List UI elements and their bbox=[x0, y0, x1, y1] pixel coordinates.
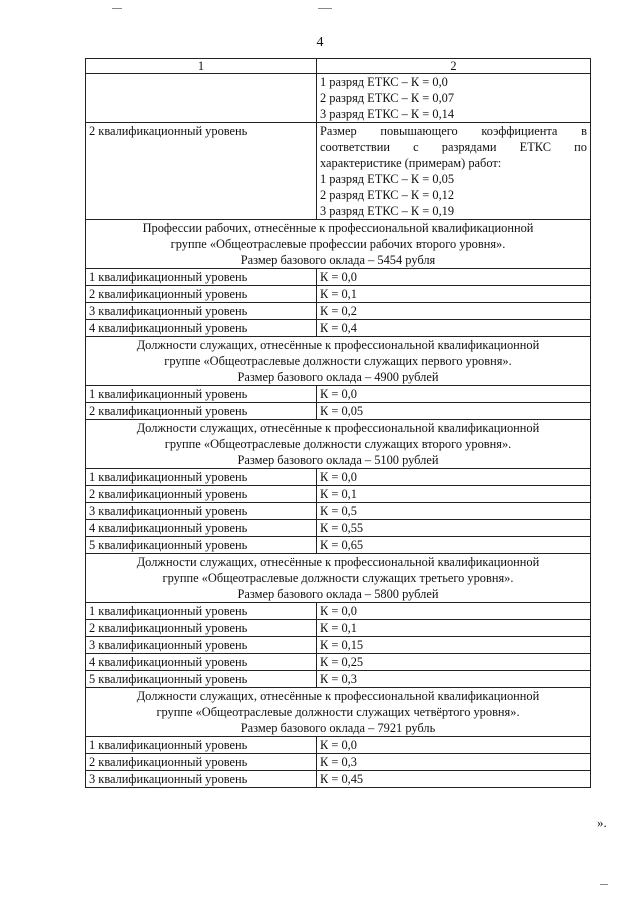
coefficient-cell: К = 0,3 bbox=[317, 671, 591, 688]
group-heading-line1: Профессии рабочих, отнесённые к профессиональной квалификационной bbox=[142, 221, 534, 235]
group-heading-row bbox=[86, 420, 591, 469]
group-heading-cell bbox=[86, 337, 591, 386]
level-cell: 2 квалификационный уровень bbox=[86, 620, 317, 637]
coefficient-cell: К = 0,0 bbox=[317, 469, 591, 486]
coefficient-cell: К = 0,45 bbox=[317, 771, 591, 788]
level-cell: 4 квалификационный уровень bbox=[86, 520, 317, 537]
level-cell bbox=[86, 74, 317, 123]
header-col1: 1 bbox=[86, 59, 317, 74]
grade-line: 3 разряд ЕТКС – К = 0,19 bbox=[320, 204, 455, 218]
coefficient-cell: К = 0,65 bbox=[317, 537, 591, 554]
coefficient-cell: К = 0,5 bbox=[317, 503, 591, 520]
table-row bbox=[86, 286, 591, 303]
group-heading-line3: Размер базового оклада – 4900 рублей bbox=[237, 370, 439, 384]
description-line: Размер повышающего коэффициента в bbox=[320, 124, 587, 138]
description-line: характеристике (примерам) работ: bbox=[320, 156, 502, 170]
coefficient-cell: К = 0,4 bbox=[317, 320, 591, 337]
coefficient-cell: К = 0,2 bbox=[317, 303, 591, 320]
level-cell: 3 квалификационный уровень bbox=[86, 303, 317, 320]
closing-quote: ». bbox=[597, 815, 607, 830]
level-cell: 2 квалификационный уровень bbox=[86, 486, 317, 503]
level-cell: 1 квалификационный уровень bbox=[86, 603, 317, 620]
level-cell: 3 квалификационный уровень bbox=[86, 503, 317, 520]
group-heading-row bbox=[86, 554, 591, 603]
group-heading-cell bbox=[86, 420, 591, 469]
group-heading-line3: Размер базового оклада – 5454 рубля bbox=[240, 253, 436, 267]
grade-line: 2 разряд ЕТКС – К = 0,07 bbox=[320, 91, 455, 105]
coefficient-cell: К = 0,15 bbox=[317, 637, 591, 654]
table-row bbox=[86, 520, 591, 537]
coefficient-cell: К = 0,0 bbox=[317, 269, 591, 286]
coefficient-cell: К = 0,1 bbox=[317, 620, 591, 637]
grade-line: 1 разряд ЕТКС – К = 0,0 bbox=[320, 75, 448, 89]
group-heading-line2: группе «Общеотраслевые должности служащих четвёртого уровня». bbox=[156, 705, 520, 719]
coefficient-cell: К = 0,0 bbox=[317, 386, 591, 403]
coefficients-table bbox=[85, 58, 591, 788]
coefficient-cell: К = 0,3 bbox=[317, 754, 591, 771]
page-number: 4 bbox=[316, 35, 324, 50]
table-row bbox=[86, 503, 591, 520]
coefficient-cell: К = 0,0 bbox=[317, 603, 591, 620]
level-cell: 5 квалификационный уровень bbox=[86, 671, 317, 688]
group-heading-line2: группе «Общеотраслевые должности служащих первого уровня». bbox=[164, 354, 512, 368]
group-heading-line3: Размер базового оклада – 5800 рублей bbox=[237, 587, 439, 601]
scan-speck bbox=[600, 884, 608, 885]
header-row bbox=[86, 59, 591, 74]
table-row bbox=[86, 303, 591, 320]
group-heading-line2: группе «Общеотраслевые должности служащих второго уровня». bbox=[164, 437, 512, 451]
coefficient-cell: К = 0,05 bbox=[317, 403, 591, 420]
group-heading-row bbox=[86, 688, 591, 737]
grade-row bbox=[86, 123, 591, 220]
table-row bbox=[86, 403, 591, 420]
grade-line: 3 разряд ЕТКС – К = 0,14 bbox=[320, 107, 455, 121]
grade-description-cell bbox=[317, 123, 591, 220]
coefficient-cell: К = 0,55 bbox=[317, 520, 591, 537]
table-body bbox=[86, 59, 591, 788]
table-row bbox=[86, 320, 591, 337]
level-cell: 2 квалификационный уровень bbox=[86, 123, 317, 220]
table-row bbox=[86, 771, 591, 788]
group-heading-line1: Должности служащих, отнесённые к профессиональной квалификационной bbox=[136, 338, 540, 352]
group-heading-row bbox=[86, 220, 591, 269]
group-heading-line2: группе «Общеотраслевые профессии рабочих второго уровня». bbox=[170, 237, 506, 251]
coefficient-cell: К = 0,1 bbox=[317, 486, 591, 503]
group-heading-line1: Должности служащих, отнесённые к профессиональной квалификационной bbox=[136, 689, 540, 703]
grade-line: 1 разряд ЕТКС – К = 0,05 bbox=[320, 172, 455, 186]
table-row bbox=[86, 620, 591, 637]
level-cell: 3 квалификационный уровень bbox=[86, 637, 317, 654]
table-row bbox=[86, 469, 591, 486]
level-cell: 1 квалификационный уровень bbox=[86, 737, 317, 754]
description-line: соответствии с разрядами ЕТКС по bbox=[320, 140, 587, 154]
table-row bbox=[86, 754, 591, 771]
table-row bbox=[86, 737, 591, 754]
coefficient-cell: К = 0,0 bbox=[317, 737, 591, 754]
level-cell: 2 квалификационный уровень bbox=[86, 403, 317, 420]
table-row bbox=[86, 386, 591, 403]
level-cell: 3 квалификационный уровень bbox=[86, 771, 317, 788]
level-cell: 5 квалификационный уровень bbox=[86, 537, 317, 554]
group-heading-line1: Должности служащих, отнесённые к профессиональной квалификационной bbox=[136, 421, 540, 435]
level-cell: 1 квалификационный уровень bbox=[86, 469, 317, 486]
coefficient-cell: К = 0,1 bbox=[317, 286, 591, 303]
level-cell: 1 квалификационный уровень bbox=[86, 386, 317, 403]
group-heading-cell bbox=[86, 688, 591, 737]
table-row bbox=[86, 269, 591, 286]
grade-row bbox=[86, 74, 591, 123]
group-heading-row bbox=[86, 337, 591, 386]
table-row bbox=[86, 537, 591, 554]
header-col2: 2 bbox=[317, 59, 591, 74]
level-cell: 2 квалификационный уровень bbox=[86, 754, 317, 771]
group-heading-line2: группе «Общеотраслевые должности служащих третьего уровня». bbox=[162, 571, 514, 585]
group-heading-cell bbox=[86, 220, 591, 269]
group-heading-line3: Размер базового оклада – 5100 рублей bbox=[237, 453, 439, 467]
table-row bbox=[86, 671, 591, 688]
group-heading-cell bbox=[86, 554, 591, 603]
scan-speck bbox=[112, 8, 122, 9]
scan-speck bbox=[318, 8, 332, 9]
level-cell: 1 квалификационный уровень bbox=[86, 269, 317, 286]
table-row bbox=[86, 637, 591, 654]
group-heading-line1: Должности служащих, отнесённые к профессиональной квалификационной bbox=[136, 555, 540, 569]
level-cell: 2 квалификационный уровень bbox=[86, 286, 317, 303]
table-row bbox=[86, 603, 591, 620]
table-row bbox=[86, 486, 591, 503]
level-cell: 4 квалификационный уровень bbox=[86, 654, 317, 671]
group-heading-line3: Размер базового оклада – 7921 рубль bbox=[240, 721, 436, 735]
table-row bbox=[86, 654, 591, 671]
coefficient-cell: К = 0,25 bbox=[317, 654, 591, 671]
grade-description-cell bbox=[317, 74, 591, 123]
grade-line: 2 разряд ЕТКС – К = 0,12 bbox=[320, 188, 455, 202]
level-cell: 4 квалификационный уровень bbox=[86, 320, 317, 337]
